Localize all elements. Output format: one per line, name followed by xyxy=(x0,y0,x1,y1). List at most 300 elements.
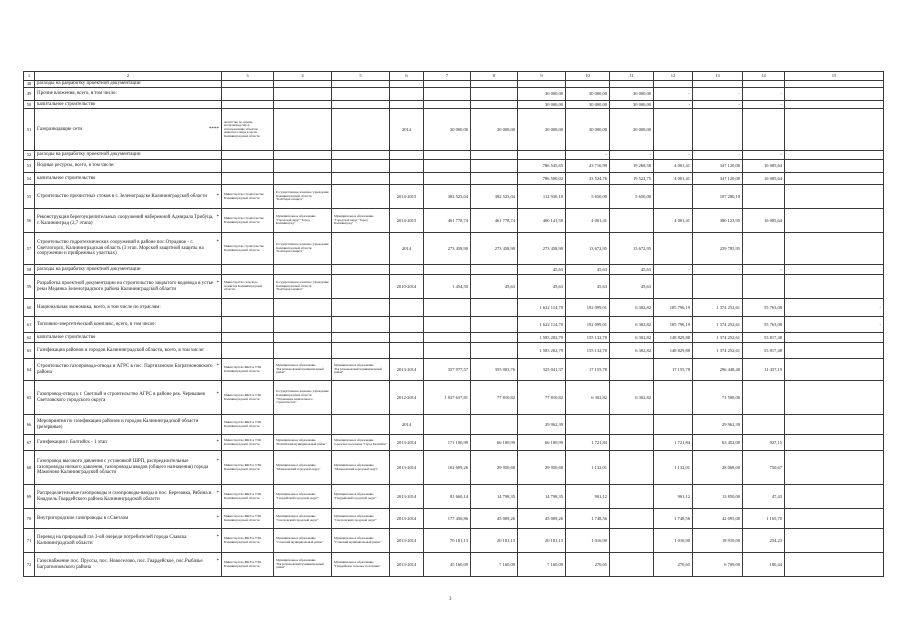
row-number: 55 xyxy=(24,185,35,209)
value-cell: 55 763,08 xyxy=(743,299,785,317)
customer-organization: Муниципальное образование "Багратионовский муниципальный район" xyxy=(274,359,332,381)
value-cell: 4 001,41 xyxy=(566,209,610,233)
value-cell: - xyxy=(693,151,743,160)
column-header: 9 xyxy=(518,72,566,81)
value-cell: 6 302,82 xyxy=(610,317,654,333)
value-cell: 750,67 xyxy=(743,451,785,485)
responsible-ministry: Министерство ЖКХ и ТЭК Калининградской области xyxy=(222,529,274,553)
value-cell xyxy=(785,81,884,88)
column-header: 11 xyxy=(610,72,654,81)
value-cell: 1 374 252,61 xyxy=(693,317,743,333)
customer-organization xyxy=(274,265,332,275)
item-name xyxy=(35,333,222,343)
implementation-years: 2014-2015 xyxy=(390,185,424,209)
value-cell: 1 132,01 xyxy=(654,451,693,485)
item-name xyxy=(35,529,222,553)
implementation-years xyxy=(390,265,424,275)
value-cell xyxy=(566,415,610,435)
implementation-years xyxy=(390,88,424,101)
value-cell: 6 302,82 xyxy=(566,381,610,415)
value-cell: 4 001,41 xyxy=(654,160,693,173)
value-cell xyxy=(610,435,654,451)
value-cell xyxy=(785,151,884,160)
value-cell: 30 000,00 xyxy=(471,109,518,151)
item-name xyxy=(35,101,222,109)
value-cell: 17 155,78 xyxy=(654,359,693,381)
value-cell: 47,43 xyxy=(743,485,785,509)
item-name xyxy=(35,275,222,299)
value-cell: 17 155,78 xyxy=(566,359,610,381)
table-row xyxy=(24,381,884,415)
implementation-years xyxy=(390,81,424,88)
item-name xyxy=(35,185,222,209)
customer-organization xyxy=(274,333,332,343)
value-cell xyxy=(610,553,654,577)
table-row xyxy=(24,553,884,577)
value-cell: 30 000,00 xyxy=(518,101,566,109)
item-name xyxy=(35,381,222,415)
value-cell: 461 778,74 xyxy=(471,209,518,233)
responsible-ministry xyxy=(222,151,274,160)
table-row xyxy=(24,415,884,435)
recipient-organization: Муниципальное образование городское поселение "Город Балтийск" xyxy=(332,435,390,451)
value-cell: 29 950,68 xyxy=(471,451,518,485)
table-row xyxy=(24,343,884,359)
value-cell: 30 000,00 xyxy=(518,88,566,101)
value-cell: 5 650,00 xyxy=(566,185,610,209)
value-cell xyxy=(743,275,785,299)
value-cell xyxy=(566,81,610,88)
value-cell xyxy=(693,275,743,299)
table-row xyxy=(24,173,884,185)
value-cell: 102 609,26 xyxy=(424,451,471,485)
value-cell: 45,63 xyxy=(566,275,610,299)
item-name-text: Строительство гидротехнических сооружений в районе пос.Отрадное - г. Светлогорск, Калининградская область (3 этап. Морской защитной защиты на сооружении и прибрежных участках) xyxy=(37,240,204,257)
value-cell: 355 003,76 xyxy=(471,359,518,381)
value-cell: - xyxy=(693,88,743,101)
customer-organization xyxy=(274,88,332,101)
item-name xyxy=(35,109,222,151)
value-cell: 77 810,82 xyxy=(471,381,518,415)
row-number: 58 xyxy=(24,265,35,275)
responsible-ministry: Министерство сельского хозяйства Калининградской области xyxy=(222,275,274,299)
value-cell: 400 141,50 xyxy=(518,209,566,233)
row-number: 69 xyxy=(24,485,35,509)
header-row xyxy=(24,72,884,81)
implementation-years xyxy=(390,317,424,333)
responsible-ministry: Агентство по охране, воспроизводству и использованию объектов животного мира и лесов Калининградской области xyxy=(222,109,274,151)
value-cell xyxy=(610,485,654,509)
value-cell: 53 817,48 xyxy=(743,333,785,343)
table-row xyxy=(24,485,884,509)
row-number: 59 xyxy=(24,275,35,299)
item-name xyxy=(35,209,222,233)
value-cell xyxy=(424,333,471,343)
customer-organization xyxy=(274,81,332,88)
item-name-text: Газопровод высокого давления с установкой ШРП, распределительные газопроводы низкого давления, газопроводы вводов (общего назначения) города Мамоново Калининградской области xyxy=(37,459,209,476)
value-cell: 1 165,70 xyxy=(743,509,785,529)
recipient-organization xyxy=(332,333,390,343)
footnote-mark: **** xyxy=(209,126,219,132)
footnote-mark: * xyxy=(216,280,219,286)
customer-organization xyxy=(274,415,332,435)
customer-organization: Муниципальное образование "Городской округ "Город Калининград" xyxy=(274,209,332,233)
value-cell xyxy=(654,415,693,435)
value-cell: 192 099,01 xyxy=(566,317,610,333)
value-cell: - xyxy=(743,265,785,275)
customer-organization: Государственное казенное учреждение Калининградской области "Балтберегозащита" xyxy=(274,185,332,209)
value-cell: 273 458,90 xyxy=(424,233,471,265)
responsible-ministry: Министерство ЖКХ и ТЭК Калининградской области xyxy=(222,435,274,451)
value-cell xyxy=(785,233,884,265)
responsible-ministry xyxy=(222,265,274,275)
value-cell: 55 763,08 xyxy=(743,317,785,333)
row-number: 66 xyxy=(24,415,35,435)
value-cell: 45,63 xyxy=(610,265,654,275)
value-cell: 11 437,19 xyxy=(743,359,785,381)
value-cell xyxy=(471,343,518,359)
value-cell: 66 100,99 xyxy=(518,435,566,451)
row-number: 60 xyxy=(24,299,35,317)
item-name xyxy=(35,359,222,381)
value-cell: 786 500,02 xyxy=(518,173,566,185)
value-cell xyxy=(424,81,471,88)
value-cell: 71 508,00 xyxy=(693,381,743,415)
responsible-ministry: Министерство строительства Калининградской области xyxy=(222,185,274,209)
item-name-text: Национальная экономика, всего, в том числе по отраслям: xyxy=(37,304,161,310)
value-cell xyxy=(424,265,471,275)
value-cell: 18 910,00 xyxy=(693,529,743,553)
table-row xyxy=(24,101,884,109)
responsible-ministry xyxy=(222,173,274,185)
column-header: 15 xyxy=(785,72,884,81)
table-row xyxy=(24,233,884,265)
customer-organization xyxy=(274,343,332,359)
value-cell: 185 796,19 xyxy=(654,317,693,333)
value-cell: 1 037 637,81 xyxy=(424,381,471,415)
value-cell: 1 583 202,79 xyxy=(518,333,566,343)
column-header: 1 xyxy=(24,72,35,81)
value-cell xyxy=(785,209,884,233)
value-cell xyxy=(471,151,518,160)
value-cell xyxy=(424,88,471,101)
implementation-years: 2014 xyxy=(390,415,424,435)
value-cell xyxy=(424,343,471,359)
column-header: 6 xyxy=(390,72,424,81)
item-name-text: Реконструкция берегоукрепительных сооружений набережной Адмирала Трибуца, г. Калининград (2,7 этапа) xyxy=(37,214,214,226)
implementation-years xyxy=(390,160,424,173)
item-name-text: расходы на разработку проектной документации xyxy=(37,81,141,87)
value-cell: 63 452,00 xyxy=(693,435,743,451)
recipient-organization: Муниципальное образование "Багратионовский муниципальный район" xyxy=(332,359,390,381)
value-cell: 42 095,00 xyxy=(693,509,743,529)
table-row xyxy=(24,185,884,209)
footnote-mark: * xyxy=(216,391,219,397)
footnote-mark: * xyxy=(216,558,219,564)
value-cell xyxy=(471,81,518,88)
customer-organization: Муниципальное образование "Славский муниципальный район" xyxy=(274,529,332,553)
customer-organization: Муниципальное образование "Гвардейский городской округ" xyxy=(274,485,332,509)
value-cell: 177 456,86 xyxy=(424,509,471,529)
customer-organization xyxy=(274,101,332,109)
value-cell xyxy=(693,109,743,151)
value-cell: 927,15 xyxy=(743,435,785,451)
footnote-mark: * xyxy=(216,439,219,445)
customer-organization: Муниципальное образование "Балтийский муниципальный район" xyxy=(274,435,332,451)
value-cell xyxy=(785,160,884,173)
responsible-ministry: Министерство ЖКХ и ТЭК Калининградской области xyxy=(222,509,274,529)
table-row xyxy=(24,359,884,381)
value-cell: 171 100,99 xyxy=(424,435,471,451)
recipient-organization xyxy=(332,415,390,435)
value-cell: 1 374 252,61 xyxy=(693,343,743,359)
item-name-text: Строительство прочистных стоков в г. Зеленоградске Калининградской области xyxy=(37,193,207,199)
item-name-text: капитальное строительство xyxy=(37,334,96,340)
recipient-organization xyxy=(332,317,390,333)
value-cell xyxy=(610,529,654,553)
item-name-text: капитальное строительство xyxy=(37,101,96,107)
value-cell: - xyxy=(610,151,654,160)
customer-organization: Муниципальное образование "Мамоновский городской округ" xyxy=(274,451,332,485)
value-cell xyxy=(785,101,884,109)
recipient-organization: Муниципальное образование "Городской округ "Город Калининград" xyxy=(332,209,390,233)
value-cell: 259 785,95 xyxy=(693,233,743,265)
value-cell: 13 672,95 xyxy=(566,233,610,265)
recipient-organization xyxy=(332,381,390,415)
column-header: 10 xyxy=(566,72,610,81)
row-number: 67 xyxy=(24,435,35,451)
value-cell xyxy=(743,109,785,151)
table-row xyxy=(24,209,884,233)
value-cell xyxy=(743,233,785,265)
value-cell: - xyxy=(654,88,693,101)
value-cell: - xyxy=(693,265,743,275)
recipient-organization: Муниципальное образование "Светловский городской округ" xyxy=(332,509,390,529)
value-cell: 6 302,82 xyxy=(610,381,654,415)
value-cell: 81 660,14 xyxy=(424,485,471,509)
value-cell: 1 721,84 xyxy=(566,435,610,451)
item-name xyxy=(35,509,222,529)
value-cell xyxy=(785,173,884,185)
table-row xyxy=(24,275,884,299)
footnote-mark: * xyxy=(216,193,219,199)
value-cell xyxy=(471,333,518,343)
value-cell xyxy=(471,415,518,435)
responsible-ministry: Министерство ЖКХ и ТЭК Калининградской области xyxy=(222,415,274,435)
item-name-text: расходы на разработку проектной документации xyxy=(37,266,141,272)
value-cell: 1 016,90 xyxy=(654,529,693,553)
value-cell: 1 583 202,79 xyxy=(518,343,566,359)
table-row xyxy=(24,317,884,333)
recipient-organization xyxy=(332,265,390,275)
footnote-mark: * xyxy=(216,490,219,496)
item-name-text: расходы на разработку проектной документации xyxy=(37,152,141,158)
value-cell: 1 374 252,61 xyxy=(693,299,743,317)
value-cell xyxy=(743,81,785,88)
value-cell xyxy=(785,343,884,359)
value-cell: 30 000,00 xyxy=(518,109,566,151)
item-name-text: Разработка проектной документации на строительство закрытого водовода в устье реки Медянка Зеленоградского района Калининградской области xyxy=(37,280,214,292)
value-cell: - xyxy=(785,317,884,333)
implementation-years xyxy=(390,101,424,109)
footnote-mark: * xyxy=(216,515,219,521)
value-cell xyxy=(610,451,654,485)
value-cell: 53 817,48 xyxy=(743,343,785,359)
column-header: 4 xyxy=(274,72,332,81)
value-cell: 148 829,88 xyxy=(654,333,693,343)
implementation-years: 2014 xyxy=(390,233,424,265)
responsible-ministry: Министерство ЖКХ и ТЭК Калининградской области xyxy=(222,485,274,509)
value-cell: 16 085,64 xyxy=(743,173,785,185)
item-name xyxy=(35,265,222,275)
customer-organization: Государственное казенное учреждение Калининградской области "Управление капитального строительства" xyxy=(274,381,332,415)
value-cell xyxy=(654,233,693,265)
column-header: 13 xyxy=(693,72,743,81)
footnote-mark: * xyxy=(216,214,219,220)
row-number: 65 xyxy=(24,381,35,415)
value-cell xyxy=(424,415,471,435)
responsible-ministry xyxy=(222,88,274,101)
value-cell: 29 962,39 xyxy=(518,415,566,435)
implementation-years: 2013-2014 xyxy=(390,529,424,553)
value-cell: 45,63 xyxy=(610,275,654,299)
value-cell: 45,63 xyxy=(471,275,518,299)
value-cell: 20 181,13 xyxy=(471,529,518,553)
value-cell: 23 710,99 xyxy=(566,160,610,173)
footnote-mark: * xyxy=(216,240,219,246)
value-cell xyxy=(785,275,884,299)
row-number: 56 xyxy=(24,209,35,233)
footnote-mark: * xyxy=(216,459,219,465)
value-cell xyxy=(518,151,566,160)
recipient-organization xyxy=(332,101,390,109)
value-cell: 28 068,00 xyxy=(693,451,743,485)
column-header: 2 xyxy=(35,72,222,81)
value-cell xyxy=(785,109,884,151)
footnote-mark: * xyxy=(216,363,219,369)
column-header: 7 xyxy=(424,72,471,81)
recipient-organization: Муниципальное образование "Гвардейский городской округ" xyxy=(332,485,390,509)
value-cell: 901,12 xyxy=(654,485,693,509)
responsible-ministry xyxy=(222,317,274,333)
row-number: 52 xyxy=(24,151,35,160)
value-cell: 270,65 xyxy=(566,553,610,577)
customer-organization: Муниципальное образование "Багратионовский муниципальный район" xyxy=(274,553,332,577)
responsible-ministry: Министерство строительства Калининградской области xyxy=(222,209,274,233)
value-cell xyxy=(471,88,518,101)
item-name-text: Строительство газопровода-отвода и АГРС в пос. Партизанское Багратионовского района xyxy=(37,363,213,375)
value-cell: 30 000,00 xyxy=(610,109,654,151)
implementation-years: 2012-2014 xyxy=(390,381,424,415)
value-cell xyxy=(785,485,884,509)
value-cell xyxy=(610,359,654,381)
value-cell: 1 721,84 xyxy=(654,435,693,451)
recipient-organization xyxy=(332,160,390,173)
row-number: 64 xyxy=(24,359,35,381)
recipient-organization xyxy=(332,173,390,185)
row-number: 61 xyxy=(24,317,35,333)
table-row xyxy=(24,88,884,101)
row-number: 57 xyxy=(24,233,35,265)
value-cell: 6 302,82 xyxy=(610,343,654,359)
value-cell: - xyxy=(654,265,693,275)
recipient-organization xyxy=(332,233,390,265)
customer-organization xyxy=(274,299,332,317)
value-cell xyxy=(654,381,693,415)
value-cell: 77 810,82 xyxy=(518,381,566,415)
item-name xyxy=(35,317,222,333)
item-name-text: Газоразводящие сети xyxy=(37,126,83,132)
responsible-ministry xyxy=(222,81,274,88)
value-cell: 30 000,00 xyxy=(424,109,471,151)
customer-organization: Государственное казенное учреждение Калининградской области "Балтберегозащита" xyxy=(274,233,332,265)
row-number: 70 xyxy=(24,509,35,529)
value-cell: 29 950,68 xyxy=(518,451,566,485)
value-cell: - xyxy=(654,151,693,160)
value-cell: 20 181,13 xyxy=(518,529,566,553)
value-cell xyxy=(743,381,785,415)
value-cell: 1 748,56 xyxy=(654,509,693,529)
implementation-years xyxy=(390,173,424,185)
item-name xyxy=(35,451,222,485)
value-cell xyxy=(785,265,884,275)
value-cell xyxy=(518,81,566,88)
implementation-years: 2013-2014 xyxy=(390,485,424,509)
responsible-ministry xyxy=(222,160,274,173)
value-cell: 30 000,00 xyxy=(566,88,610,101)
row-number: 51 xyxy=(24,109,35,151)
item-name-text: Перевод на природный газ 3-ой очереди потребителей города Славска Калининградской области xyxy=(37,534,187,546)
value-cell xyxy=(654,275,693,299)
value-cell: 382 523,04 xyxy=(424,185,471,209)
item-name xyxy=(35,173,222,185)
value-cell: 16 085,64 xyxy=(743,160,785,173)
item-name-text: Газификация районов и городов Калининградской области, всего, в том числе: xyxy=(37,347,205,353)
implementation-years xyxy=(390,343,424,359)
value-cell xyxy=(471,299,518,317)
value-cell: 325 041,37 xyxy=(518,359,566,381)
row-number: 53 xyxy=(24,160,35,173)
responsible-ministry: Министерство ЖКХ и ТЭК Калининградской области xyxy=(222,359,274,381)
value-cell: 273 458,90 xyxy=(518,233,566,265)
value-cell xyxy=(654,185,693,209)
value-cell xyxy=(785,381,884,415)
responsible-ministry: Министерство ЖКХ и ТЭК Калининградской области xyxy=(222,381,274,415)
table-row xyxy=(24,333,884,343)
value-cell xyxy=(743,185,785,209)
value-cell xyxy=(471,317,518,333)
value-cell: - xyxy=(566,151,610,160)
value-cell: 6 302,82 xyxy=(610,299,654,317)
value-cell: 273 458,90 xyxy=(471,233,518,265)
item-name-text: Топливно-энергетический комплекс, всего, в том числе: xyxy=(37,321,156,327)
implementation-years: 2013-2014 xyxy=(390,509,424,529)
row-number: 62 xyxy=(24,333,35,343)
customer-organization: Государственное казенное учреждение Калининградской области "Балтберегозащита" xyxy=(274,275,332,299)
value-cell xyxy=(654,81,693,88)
responsible-ministry xyxy=(222,101,274,109)
implementation-years xyxy=(390,151,424,160)
item-name xyxy=(35,151,222,160)
row-number: 54 xyxy=(24,173,35,185)
responsible-ministry: Министерство строительства Калининградской области xyxy=(222,233,274,265)
value-cell xyxy=(471,265,518,275)
table-row xyxy=(24,160,884,173)
value-cell: - xyxy=(743,151,785,160)
table-row xyxy=(24,81,884,88)
value-cell: 14 798,35 xyxy=(518,485,566,509)
implementation-years: 2014-2015 xyxy=(390,209,424,233)
